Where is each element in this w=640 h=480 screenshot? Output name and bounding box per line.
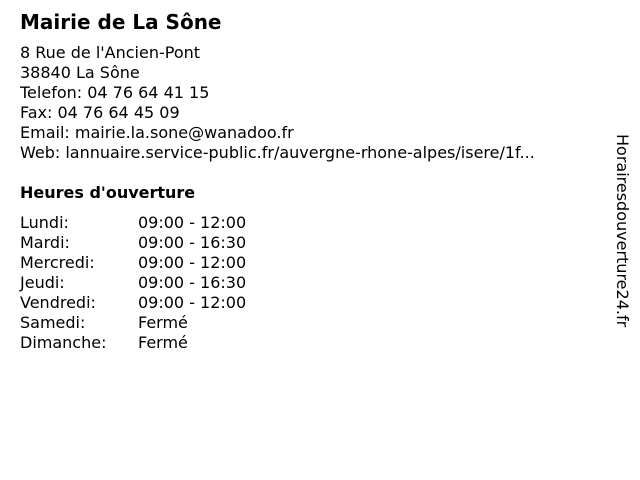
street-address: 8 Rue de l'Ancien-Pont	[20, 43, 201, 62]
day-time: Fermé	[138, 333, 188, 352]
day-label: Samedi:	[20, 313, 86, 332]
day-label: Mercredi:	[20, 253, 95, 272]
city-address: 38840 La Sône	[20, 63, 140, 82]
day-label: Vendredi:	[20, 293, 96, 312]
day-label: Lundi:	[20, 213, 69, 232]
day-time: 09:00 - 16:30	[138, 273, 247, 292]
day-time: 09:00 - 12:00	[138, 293, 247, 312]
day-time: Fermé	[138, 313, 188, 332]
day-time: 09:00 - 12:00	[138, 253, 247, 272]
page-title: Mairie de La Sône	[20, 10, 222, 34]
contact-info	[20, 43, 535, 163]
fax-number: Fax: 04 76 64 45 09	[20, 103, 180, 122]
day-label: Jeudi:	[20, 273, 65, 292]
day-label: Mardi:	[20, 233, 70, 252]
day-time: 09:00 - 16:30	[138, 233, 247, 252]
day-time: 09:00 - 12:00	[138, 213, 247, 232]
email-address: Email: mairie.la.sone@wanadoo.fr	[20, 123, 294, 142]
site-watermark: Horairesdouverture24.fr	[613, 134, 632, 328]
website-url: Web: lannuaire.service-public.fr/auvergne-rhone-alpes/isere/1f...	[20, 143, 535, 162]
day-label: Dimanche:	[20, 333, 107, 352]
phone-number: Telefon: 04 76 64 41 15	[20, 83, 210, 102]
hours-heading: Heures d'ouverture	[20, 183, 196, 202]
